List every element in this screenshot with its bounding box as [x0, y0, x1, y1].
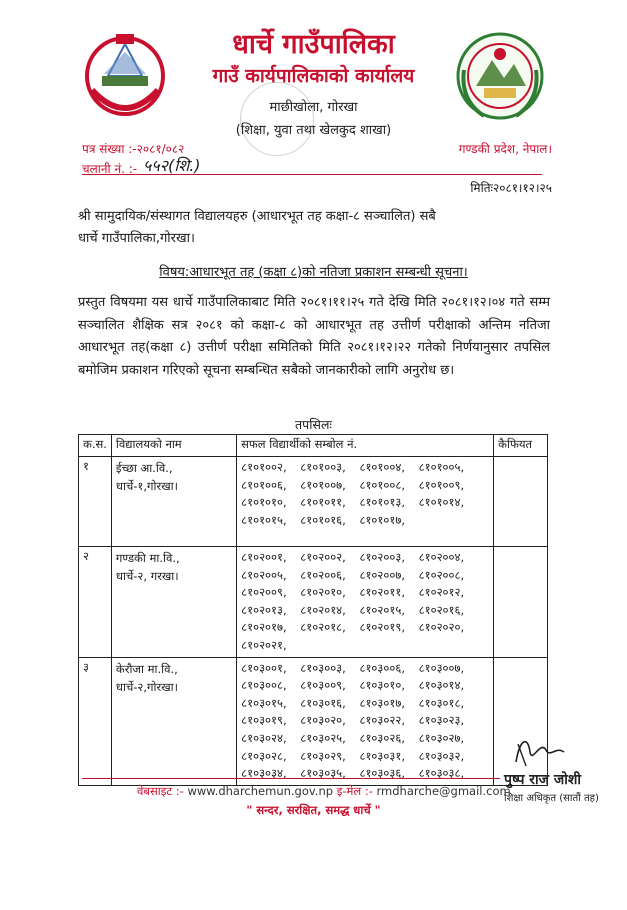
addressee-line-1: श्री सामुदायिक/संस्थागत विद्यालयहरु (आधारभूत तह कक्षा-८ सञ्चालित) सबै — [78, 209, 436, 224]
notice-paragraph: प्रस्तुत विषयमा यस धार्चे गाउँपालिकाबाट मिति २०८१।११।२५ गते देखि मिति २०८१।१२।०४ गते सम्म सञ्चालित शैक्षिक सत्र २०८१ को कक्षा-८ को आधारभूत तह उत्तीर्ण परीक्षाको अन्तिम नतिजा आधारभूत तह(कक्षा ८) उत्तीर्ण परीक्षा समितिको मिति २०८१।१२।२२ गतेको निर्णयानुसार तपसिल बमोजिम प्रकाशन गरिएको सूचना सम्बन्धित सबैको जानकारीको लागि अनुरोध छ। — [78, 295, 550, 378]
letter-number: पत्र संख्या :-२०८१/०८२ — [82, 142, 185, 156]
header-sn: क.स. — [79, 435, 112, 457]
row-school — [111, 547, 236, 658]
row-sn: २ — [79, 547, 112, 658]
row-symbols: ८१०३००१, ८१०३००३, ८१०३००६, ८१०३००७, ८१०३००८, ८१०३००९, ८१०३०१०, ८१०३०१४, ८१०३०१५, ८१०३०१६, ८१०३०१७, ८१०३०१८, ८१०३०१९, ८१०३०२०, ८१०३०२२, ८१०३०२३, ८१०३०२४, ८१०३०२५, ८१०३०२६, ८१०३०२७, ८१०३०२८, ८१०३०२९, ८१०३०३१, ८१०३०३२, ८१०३०३४, ८१०३०३५, ८१०३०३६, ८१०३०३८, — [237, 657, 494, 785]
signatory-designation: शिक्षा अधिकृत (सातौं तह) — [504, 793, 599, 804]
row-remarks — [494, 547, 548, 658]
row-remarks — [494, 457, 548, 547]
row-sn: १ — [79, 457, 112, 547]
footer-slogan: " सन्दर, सरक्षित, समद्ध धार्चे " — [246, 803, 381, 817]
school-address: धार्चे-२,गोरखा। — [115, 679, 178, 694]
row-school — [111, 457, 236, 547]
row-symbols: ८१०१००२, ८१०१००३, ८१०१००४, ८१०१००५, ८१०१००६, ८१०१००७, ८१०१००८, ८१०१००९, ८१०१०१०, ८१०१०११, ८१०१०१३, ८१०१०१४, ८१०१०१५, ८१०१०१६, ८१०१०१७, — [237, 457, 494, 547]
dispatch-number-handwritten: ५५२(शि.) — [143, 156, 201, 175]
signature-scribble — [510, 730, 570, 770]
office-stamp — [240, 82, 314, 156]
table-caption: तपसिलः — [295, 417, 332, 432]
section-name: (शिक्षा, युवा तथा खेलकुद शाखा) — [235, 123, 392, 138]
letter-date: मितिः२०८१।१२।२५ — [470, 181, 552, 195]
addressee-line-2: धार्चे गाउँपालिका,गोरखा। — [78, 231, 195, 246]
table-header-row — [79, 435, 548, 457]
row-sn: ३ — [79, 657, 112, 785]
result-table — [78, 434, 548, 786]
dispatch-number-label: चलानी नं. :- — [82, 162, 138, 176]
table-row — [79, 547, 548, 658]
row-school — [111, 657, 236, 785]
table-row — [79, 657, 548, 785]
header-divider — [82, 174, 542, 175]
page-title: धार्चे गाउँपालिका — [232, 29, 395, 60]
email-link[interactable]: rmdharche@gmail.com — [376, 784, 511, 798]
website-label: वेबसाइट :- — [137, 784, 184, 798]
office-location: माछीखोला, गोरखा — [269, 100, 358, 115]
email-label: इ-मेल :- — [336, 784, 373, 798]
school-address: धार्चे-२, गरखा। — [115, 569, 179, 583]
school-name: ईच्छा आ.वि., — [115, 461, 173, 475]
school-name: गण्डकी मा.वि., — [115, 551, 180, 565]
header-school: विद्यालयको नाम — [111, 435, 236, 457]
website-link[interactable]: www.dharchemun.gov.np — [187, 784, 334, 798]
table-row — [79, 457, 548, 547]
school-address: धार्चे-१,गोरखा। — [115, 479, 178, 493]
header-symbols: सफल विद्यार्थीको सम्बोल नं. — [237, 435, 494, 457]
row-symbols: ८१०२००१, ८१०२००२, ८१०२००३, ८१०२००४, ८१०२००५, ८१०२००६, ८१०२००७, ८१०२००८, ८१०२००९, ८१०२०१०, ८१०२०११, ८१०२०१२, ८१०२०१३, ८१०२०१४, ८१०२०१५, ८१०२०१६, ८१०२०१७, ८१०२०१८, ८१०२०१९, ८१०२०२०, ८१०२०२१, — [237, 547, 494, 658]
province-label: गण्डकी प्रदेश, नेपाल। — [458, 142, 552, 156]
footer-contact — [137, 784, 511, 799]
school-name: केरौजा मा.वि., — [115, 661, 178, 676]
footer-divider — [82, 778, 500, 779]
header-remarks: कैफियत — [494, 435, 548, 457]
office-name: गाउँ कार्यपालिकाको कार्यालय — [212, 65, 415, 87]
subject-line: विषय:आधारभूत तह (कक्षा ८)को नतिजा प्रकाशन सम्बन्धी सूचना। — [159, 265, 468, 280]
signatory-name: पुष्प राज जोशी — [504, 772, 582, 788]
